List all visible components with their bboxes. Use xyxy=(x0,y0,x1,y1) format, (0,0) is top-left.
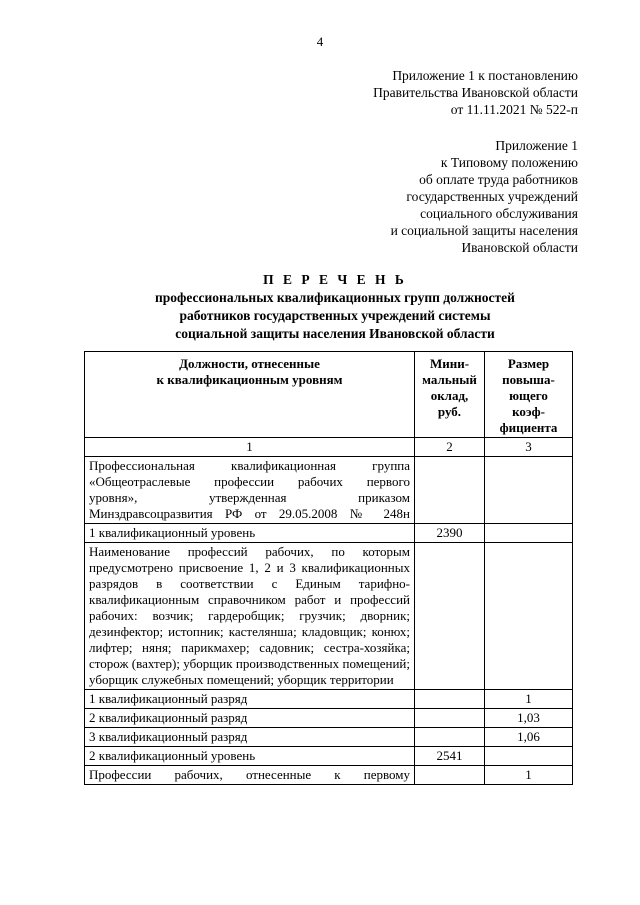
header-line: коэф- xyxy=(512,404,545,419)
header-positions xyxy=(85,352,415,438)
salary-cell: 2541 xyxy=(415,747,485,766)
header-line: Должности, отнесенные xyxy=(179,356,320,371)
header-line: Мини- xyxy=(429,356,470,371)
appendix-decree-line: Правительства Ивановской области xyxy=(373,85,578,100)
salary-cell xyxy=(415,457,485,524)
professions-list: Наименование профессий рабочих, по которым предусмотрено присвоение 1, 2 и 3 квалификационных разрядов в соответствии с Единым тарифно-квалификационным справочником работ и профессий рабочих: возчик; гардеробщик; грузчик; дворник; дезинфектор; истопник; кастелянша; кладовщик; конюх; лифтер; няня; парикмахер; садовник; сестра-хозяйка; сторож (вахтер); уборщик производственных помещений; уборщик служебных помещений; уборщик территории xyxy=(85,543,415,690)
document-title xyxy=(60,271,610,343)
page-number: 4 xyxy=(316,34,324,49)
column-number: 3 xyxy=(485,438,573,457)
coefficient-cell xyxy=(485,457,573,524)
table-row xyxy=(85,766,573,785)
table-row xyxy=(85,524,573,543)
column-number: 1 xyxy=(85,438,415,457)
table-header-row xyxy=(85,352,573,438)
salary-cell: 2390 xyxy=(415,524,485,543)
coefficient-cell xyxy=(485,747,573,766)
column-numbers-row xyxy=(85,438,573,457)
appendix-regulation-line: государственных учреждений xyxy=(406,189,578,204)
qualification-groups-table xyxy=(84,351,573,785)
grade-name: 3 квалификационный разряд xyxy=(85,728,415,747)
appendix-regulation-reference xyxy=(391,137,578,256)
group-line: Профессиональная квалификационная группа xyxy=(89,458,410,473)
header-coefficient xyxy=(485,352,573,438)
header-line: мальный xyxy=(422,372,477,387)
table-row xyxy=(85,728,573,747)
appendix-regulation-line: об оплате труда работников xyxy=(419,172,578,187)
salary-cell xyxy=(415,543,485,690)
appendix-decree-line: Приложение 1 к постановлению xyxy=(392,68,578,83)
appendix-regulation-line: Ивановской области xyxy=(461,240,578,255)
salary-cell xyxy=(415,728,485,747)
header-min-salary xyxy=(415,352,485,438)
header-line: к квалификационным уровням xyxy=(156,372,343,387)
table-row xyxy=(85,543,573,690)
column-number: 2 xyxy=(415,438,485,457)
title-line: профессиональных квалификационных групп должностей xyxy=(155,290,515,305)
group-description xyxy=(85,457,415,524)
header-line: ющего xyxy=(509,388,548,403)
appendix-regulation-line: к Типовому положению xyxy=(440,155,578,170)
grade-name: 2 квалификационный разряд xyxy=(85,709,415,728)
grade-name: 1 квалификационный разряд xyxy=(85,690,415,709)
table-row xyxy=(85,457,573,524)
group-line: уровня», утвержденная приказом xyxy=(89,490,410,505)
appendix-regulation-line: Приложение 1 xyxy=(495,138,578,153)
header-line: повыша- xyxy=(502,372,555,387)
group-line: Минздравсоцразвития РФ от 29.05.2008 № 248н xyxy=(89,506,410,521)
title-main: П Е Р Е Ч Е Н Ь xyxy=(263,272,407,287)
group-line: «Общеотраслевые профессии рабочих первого xyxy=(89,474,410,489)
coefficient-cell: 1,06 xyxy=(485,728,573,747)
appendix-regulation-line: и социальной защиты населения xyxy=(390,223,578,238)
level-name: 2 квалификационный уровень xyxy=(85,747,415,766)
header-line: руб. xyxy=(437,404,462,419)
coefficient-cell: 1,03 xyxy=(485,709,573,728)
coefficient-cell xyxy=(485,524,573,543)
title-line: работников государственных учреждений системы xyxy=(179,308,491,323)
table-row xyxy=(85,690,573,709)
professions-first-level: Профессии рабочих, отнесенные к первому xyxy=(85,766,415,785)
header-line: оклад, xyxy=(430,388,469,403)
salary-cell xyxy=(415,690,485,709)
coefficient-cell: 1 xyxy=(485,690,573,709)
coefficient-cell xyxy=(485,543,573,690)
coefficient-cell: 1 xyxy=(485,766,573,785)
header-line: фициента xyxy=(499,420,558,435)
appendix-regulation-line: социального обслуживания xyxy=(420,206,578,221)
level-name: 1 квалификационный уровень xyxy=(85,524,415,543)
appendix-decree-line: от 11.11.2021 № 522-п xyxy=(450,102,578,117)
header-line: Размер xyxy=(507,356,550,371)
table-row xyxy=(85,709,573,728)
salary-cell xyxy=(415,766,485,785)
title-line: социальной защиты населения Ивановской области xyxy=(175,326,495,341)
salary-cell xyxy=(415,709,485,728)
appendix-decree-reference xyxy=(373,67,578,118)
table-row xyxy=(85,747,573,766)
